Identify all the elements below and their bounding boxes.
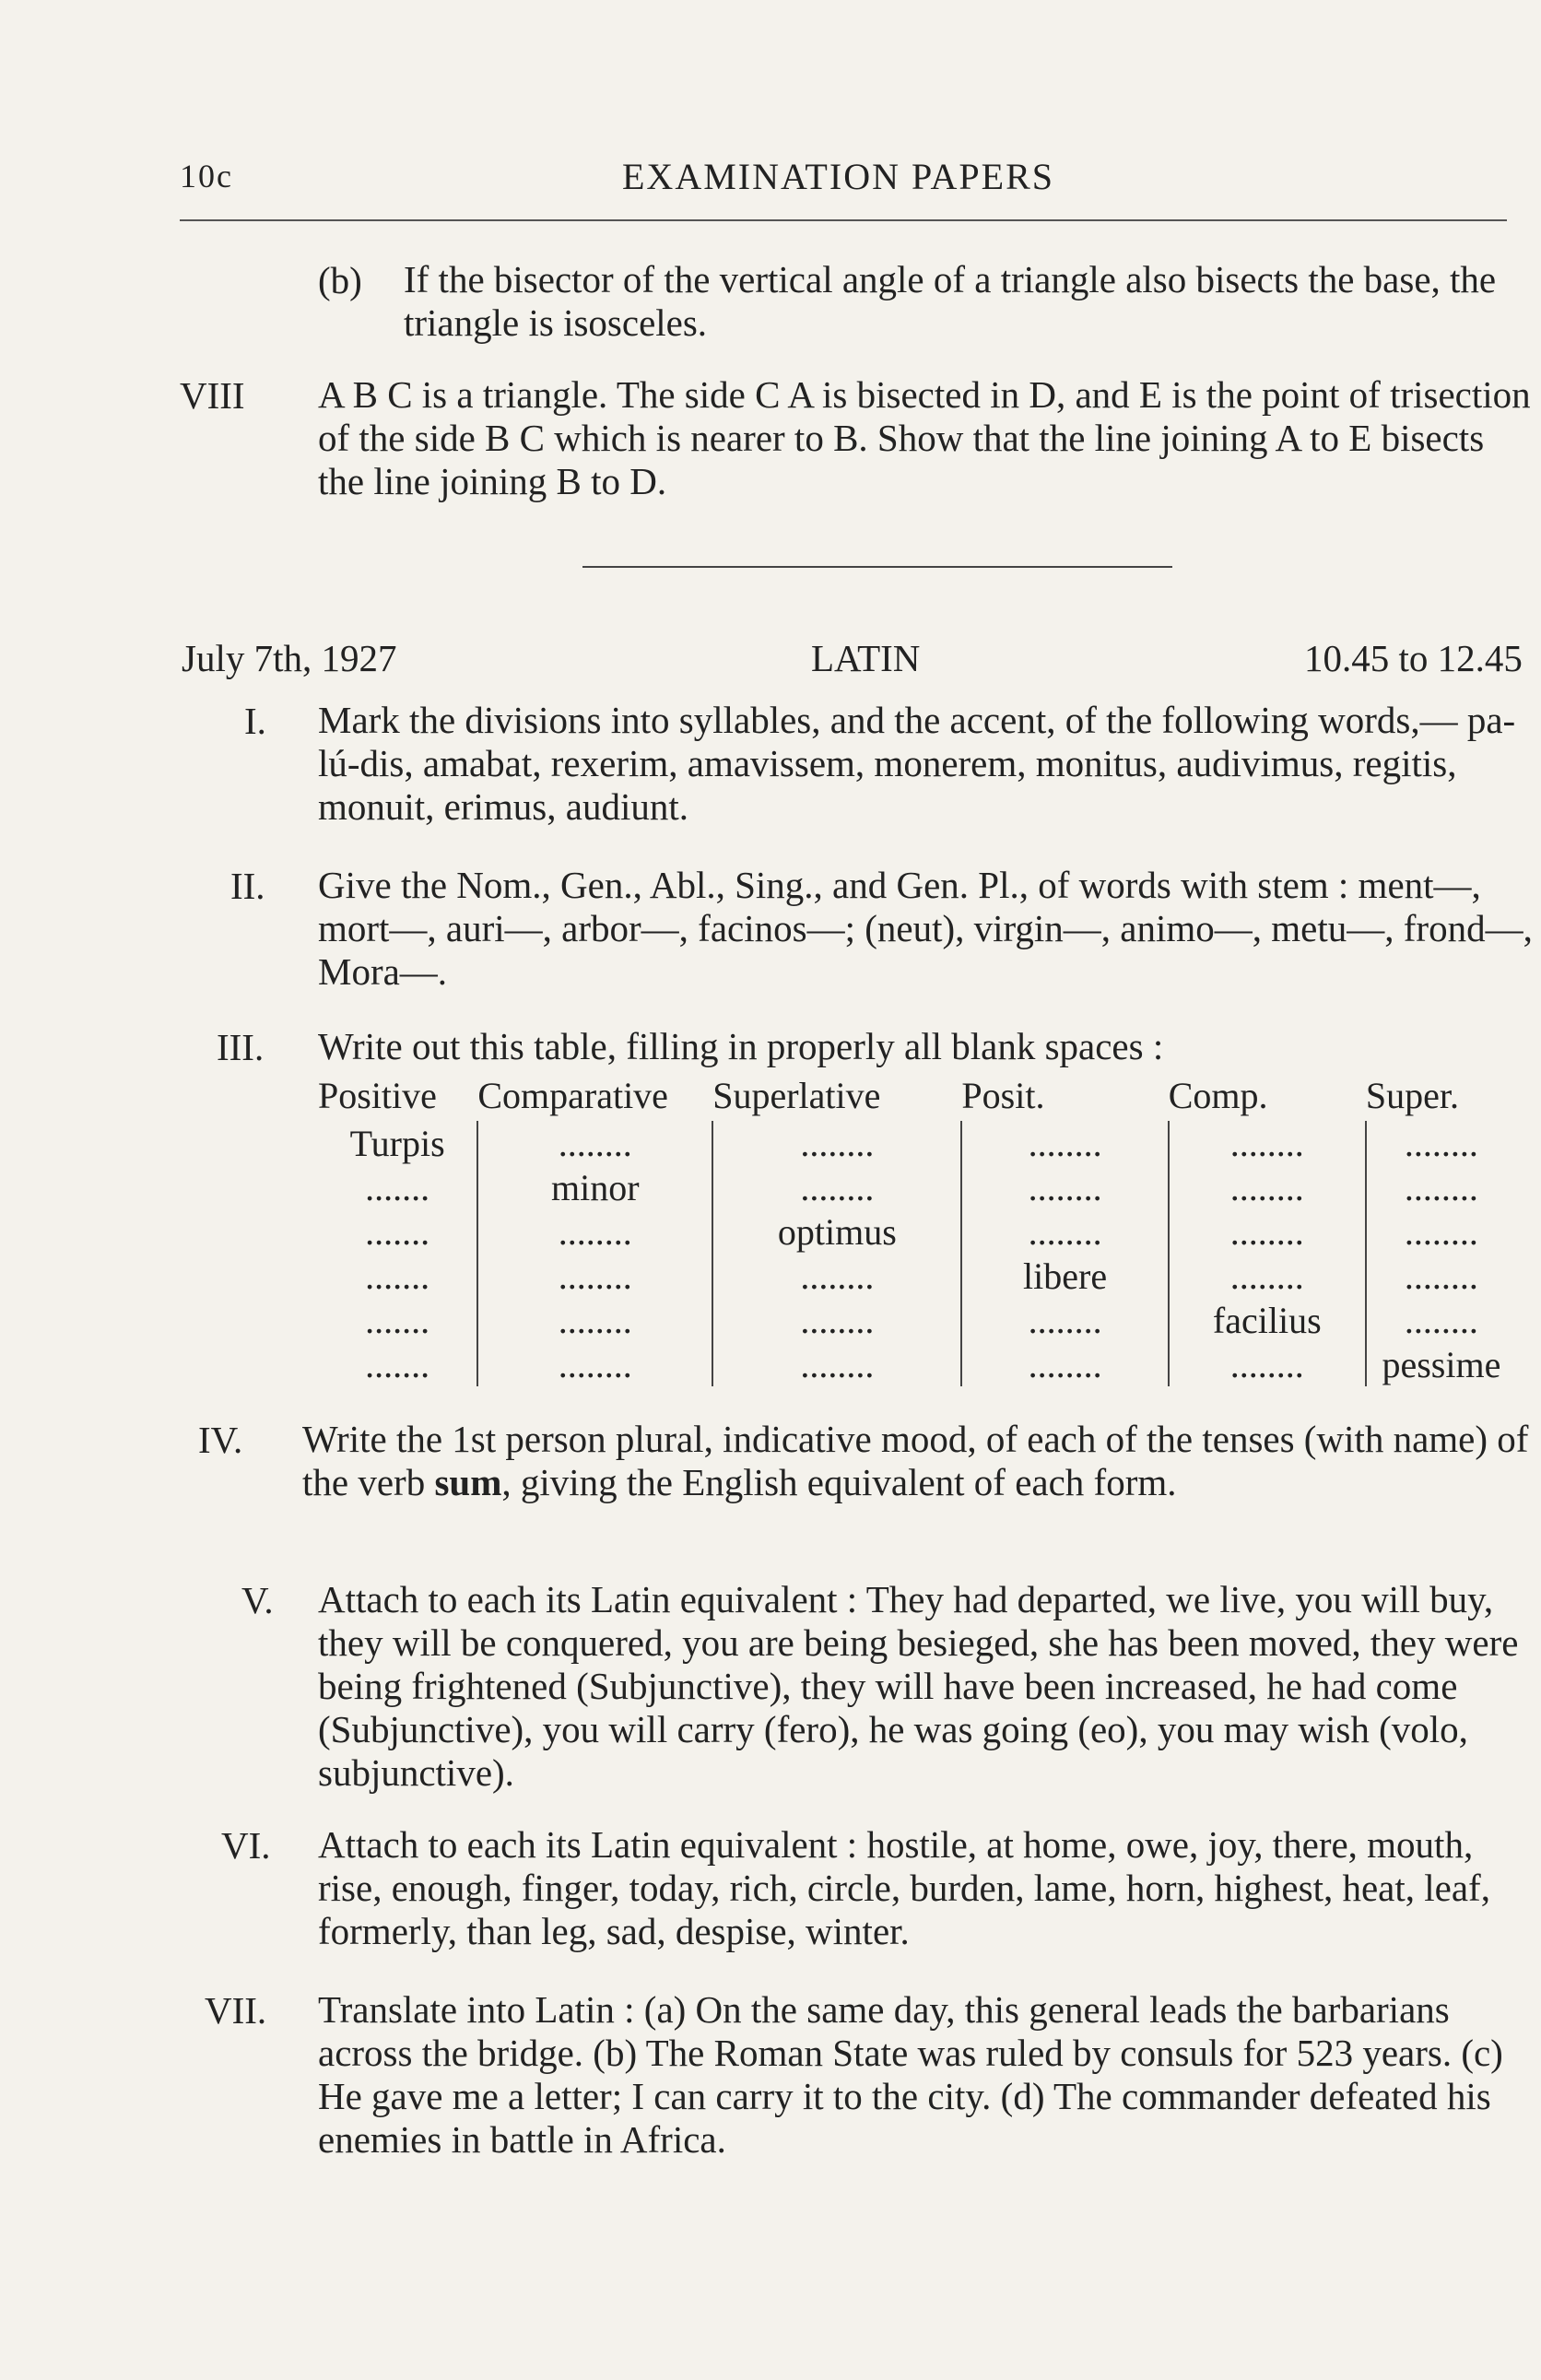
- question-4-text: [302, 1418, 1533, 1504]
- table-cell: ........: [961, 1209, 1168, 1254]
- question-4-number: IV.: [198, 1419, 243, 1461]
- table-row: [318, 1165, 1516, 1209]
- table-cell: ........: [1366, 1209, 1516, 1254]
- table-row: [318, 1342, 1516, 1386]
- part-b-label: (b): [318, 259, 362, 301]
- table-cell: ........: [477, 1254, 712, 1298]
- table-cell: ........: [712, 1254, 961, 1298]
- table-cell: ........: [477, 1342, 712, 1386]
- column-header: Comp.: [1168, 1075, 1268, 1116]
- question-6-number: VI.: [221, 1824, 271, 1867]
- table-cell: .......: [365, 1255, 430, 1297]
- table-cell: .......: [365, 1343, 430, 1385]
- column-header: Superlative: [712, 1075, 881, 1116]
- table-cell: ........: [1366, 1121, 1516, 1165]
- table-cell: ........: [712, 1121, 961, 1165]
- question-8-text: A B C is a triangle. The side C A is bisected in D, and E is the point of trisection of the side B C which is nearer to B. Show that the line joining A to E bisects the line joining B to D.: [318, 373, 1531, 502]
- table-cell: ........: [712, 1298, 961, 1342]
- table-cell: ........: [961, 1121, 1168, 1165]
- table-cell: ........: [477, 1121, 712, 1165]
- question-5-number: V.: [241, 1579, 274, 1621]
- exam-subject: LATIN: [811, 637, 921, 679]
- column-header: Super.: [1365, 1075, 1459, 1116]
- table-cell: ........: [1169, 1165, 1366, 1209]
- table-cell: ........: [961, 1165, 1168, 1209]
- question-3-text: Write out this table, filling in properly all blank spaces :: [318, 1025, 1164, 1067]
- exam-time: 10.45 to 12.45: [1304, 637, 1523, 679]
- column-header: Positive: [318, 1075, 437, 1116]
- table-cell: ........: [712, 1342, 961, 1386]
- question-5-text: Attach to each its Latin equivalent : They had departed, we live, you will buy, they will be conquered, you are being besieged, she has been moved, they were being frightened (Subjunctive), they will have been increased, he had come (Subjunctive), you will carry (fero), he was going (eo), you may wish (volo, subjunctive).: [318, 1578, 1519, 1794]
- question-1-text: Mark the divisions into syllables, and the accent, of the following words,— pa-lú-dis, amabat, rexerim, amavissem, monerem, monitus, audivimus, regitis, monuit, erimus, audiunt.: [318, 699, 1516, 828]
- table-row: [318, 1121, 1516, 1165]
- question-6-text: Attach to each its Latin equivalent : hostile, at home, owe, joy, there, mouth, rise, enough, finger, today, rich, circle, burden, lame, horn, highest, heat, leaf, formerly, than leg, sad, despise, winter.: [318, 1823, 1490, 1952]
- question-7-text: Translate into Latin : (a) On the same day, this general leads the barbarians across the bridge. (b) The Roman State was ruled by consuls for 523 years. (c) He gave me a letter; I can carry it to the city. (d) The commander defeated his enemies in battle in Africa.: [318, 1988, 1503, 2161]
- table-cell: Turpis: [349, 1122, 445, 1164]
- page-header: [180, 147, 1516, 203]
- question-4-text-before: Write the 1st person plural, indicative mood, of each of the tenses (with name) of the verb: [302, 1418, 1529, 1503]
- table-cell: minor: [477, 1165, 712, 1209]
- table-row: [318, 1298, 1516, 1342]
- column-header: Posit.: [961, 1075, 1045, 1116]
- table-cell: ........: [1169, 1209, 1366, 1254]
- table-row: [318, 1254, 1516, 1298]
- table-cell: ........: [1366, 1165, 1516, 1209]
- question-3-number: III.: [217, 1026, 265, 1068]
- table-cell: ........: [961, 1342, 1168, 1386]
- question-4-text-after: , giving the English equivalent of each form.: [501, 1461, 1177, 1503]
- column-header: Comparative: [477, 1075, 668, 1116]
- table-cell: .......: [365, 1166, 430, 1208]
- table-cell: .......: [365, 1210, 430, 1253]
- question-2-text: Give the Nom., Gen., Abl., Sing., and Gen. Pl., of words with stem : ment—, mort—, auri—, arbor—, facinos—; (neut), virgin—, animo—, metu—, frond—, Mora—.: [318, 864, 1533, 993]
- table-cell: ........: [477, 1298, 712, 1342]
- table-cell: pessime: [1366, 1342, 1516, 1386]
- comparison-table: [318, 1074, 1516, 1386]
- header-rule: [180, 219, 1507, 221]
- table-cell: ........: [1169, 1342, 1366, 1386]
- table-cell: optimus: [712, 1209, 961, 1254]
- table-header-row: [318, 1074, 1516, 1121]
- running-title: EXAMINATION PAPERS: [622, 156, 1055, 197]
- table-cell: ........: [1366, 1254, 1516, 1298]
- table-cell: libere: [961, 1254, 1168, 1298]
- question-8-number: VIII: [180, 374, 245, 417]
- table-cell: .......: [365, 1299, 430, 1341]
- question-1-number: I.: [244, 700, 266, 742]
- question-7-number: VII.: [205, 1989, 267, 2032]
- table-cell: ........: [712, 1165, 961, 1209]
- question-4-verb: sum: [434, 1461, 502, 1503]
- part-b-text: If the bisector of the vertical angle of a triangle also bisects the base, the triangle is isosceles.: [404, 258, 1497, 344]
- table-row: [318, 1209, 1516, 1254]
- section-divider: [582, 566, 1172, 568]
- exam-date: July 7th, 1927: [182, 637, 397, 679]
- table-cell: ........: [477, 1209, 712, 1254]
- table-cell: ........: [1169, 1254, 1366, 1298]
- question-2-number: II.: [230, 865, 265, 907]
- table-cell: ........: [961, 1298, 1168, 1342]
- table-cell: facilius: [1169, 1298, 1366, 1342]
- table-cell: ........: [1366, 1298, 1516, 1342]
- table-cell: ........: [1169, 1121, 1366, 1165]
- page-number: 10c: [180, 158, 233, 194]
